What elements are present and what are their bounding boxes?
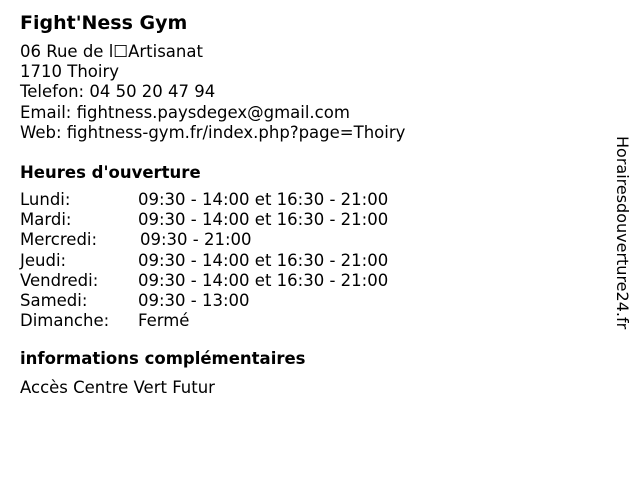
day-label: Mardi: bbox=[20, 210, 72, 230]
hours-row-tuesday bbox=[20, 210, 600, 230]
hours-row-sunday bbox=[20, 311, 600, 331]
day-hours: 09:30 - 14:00 et 16:30 - 21:00 bbox=[138, 210, 389, 230]
day-label: Vendredi: bbox=[20, 270, 99, 290]
additional-info-text: Accès Centre Vert Futur bbox=[20, 378, 215, 398]
address-line-2: 1710 Thoiry bbox=[20, 62, 119, 82]
hours-row-friday bbox=[20, 271, 600, 291]
day-label: Samedi: bbox=[20, 291, 88, 311]
business-listing bbox=[20, 10, 600, 399]
day-label: Mercredi: bbox=[20, 230, 98, 250]
business-name: Fight'Ness Gym bbox=[20, 12, 188, 34]
day-hours: 09:30 - 21:00 bbox=[140, 230, 252, 250]
email-line: Email: fightness.paysdegex@gmail.com bbox=[20, 102, 350, 122]
web-line: Web: fightness-gym.fr/index.php?page=Thoiry bbox=[20, 122, 406, 142]
hours-row-monday bbox=[20, 190, 600, 210]
day-label: Jeudi: bbox=[20, 250, 67, 270]
opening-hours-heading: Heures d'ouverture bbox=[20, 163, 201, 183]
day-hours: 09:30 - 14:00 et 16:30 - 21:00 bbox=[138, 190, 389, 210]
additional-info-heading: informations complémentaires bbox=[20, 349, 306, 369]
day-label: Lundi: bbox=[20, 190, 71, 210]
hours-row-thursday bbox=[20, 251, 600, 271]
address-line-1: 06 Rue de l☐Artisanat bbox=[20, 42, 203, 61]
day-hours: 09:30 - 13:00 bbox=[138, 291, 250, 311]
day-label: Dimanche: bbox=[20, 311, 110, 331]
phone-line: Telefon: 04 50 20 47 94 bbox=[20, 82, 216, 102]
hours-row-saturday bbox=[20, 291, 600, 311]
day-hours: 09:30 - 14:00 et 16:30 - 21:00 bbox=[138, 270, 389, 290]
day-hours: Fermé bbox=[138, 311, 190, 331]
site-watermark: Horairesdouverture24.fr bbox=[613, 136, 632, 330]
day-hours: 09:30 - 14:00 et 16:30 - 21:00 bbox=[138, 250, 389, 270]
opening-hours-table bbox=[20, 190, 600, 331]
hours-row-wednesday bbox=[20, 230, 600, 250]
